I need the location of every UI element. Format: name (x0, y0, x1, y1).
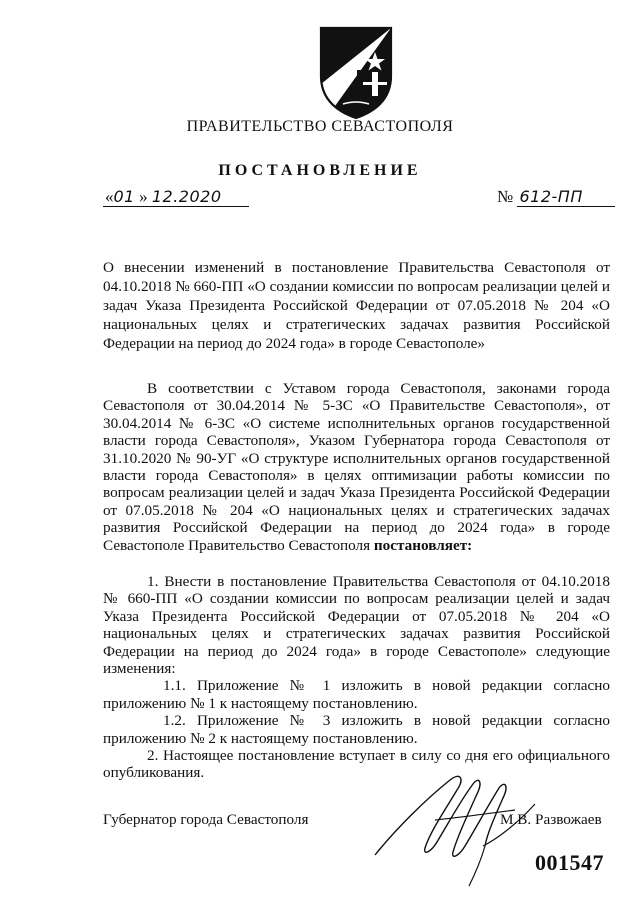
signer-title: Губернатор города Севастополя (103, 811, 309, 828)
preamble-paragraph (103, 380, 610, 554)
preamble-verb: постановляет: (373, 536, 473, 554)
document-date (103, 187, 249, 207)
document-title-block (103, 258, 610, 353)
number-value: 612-ПП (519, 187, 583, 206)
date-open-quote: « (105, 187, 114, 206)
serial-number: 001547 (535, 850, 604, 875)
preamble-text: В соответствии с Уставом города Севастополя, законами города Севастополя от 30.04.2014 № 5-ЗС «О Правительстве Севастополя», от 30.04.2014 № 6-ЗС «О системе исполнительных органов государственной власти города Севастополя», Указом Губернатора города Севастополя от 31.10.2020 № 90-УГ «О структуре исполнительных органов государственной власти города Севастополя» в целях оптимизации работы комиссии по вопросам реализации целей и задач Указа Президента Российской Федерации от 07.05.2018 № 204 «О национальных целях и стратегических задачах развития Российской Федерации на период до 2024 года» в городе Севастополе Правительство Севастополя (103, 380, 610, 554)
organization-name: ПРАВИТЕЛЬСТВО СЕВАСТОПОЛЯ (186, 118, 454, 135)
item-2: 2. Настоящее постановление вступает в силу со дня его официального опубликования. (103, 747, 610, 782)
signer-name: М.В. Развожаев (500, 811, 602, 828)
preamble-block (103, 380, 610, 554)
document-type: ПОСТАНОВЛЕНИЕ (218, 162, 422, 179)
date-month-year: 12.2020 (151, 187, 222, 206)
date-close-quote: » (139, 187, 148, 206)
item-1-2: 1.2. Приложение № 3 изложить в новой редакции согласно приложению № 2 к настоящему постановлению. (103, 712, 610, 747)
document-number (497, 187, 615, 207)
item-1-1: 1.1. Приложение № 1 изложить в новой редакции согласно приложению № 1 к настоящему постановлению. (103, 677, 610, 712)
item-1: 1. Внести в постановление Правительства Севастополя от 04.10.2018 № 660-ПП «О создании комиссии по вопросам реализации целей и задач Указа Президента Российской Федерации от 07.05.2018 № 204 «О национальных целях и стратегических задачах развития Российской Федерации на период до 2024 года» в городе Севастополе» следующие изменения: (103, 573, 610, 678)
document-title: О внесении изменений в постановление Правительства Севастополя от 04.10.2018 № 660-ПП «О создании комиссии по вопросам реализации целей и задач Указа Президента Российской Федерации от 07.05.2018 № 204 «О национальных целях и стратегических задачах развития Российской Федерации на период до 2024 года» в городе Севастополе» (103, 259, 610, 352)
coat-of-arms-icon (313, 22, 399, 120)
date-day: 01 (113, 187, 135, 206)
number-sign: № (497, 187, 514, 206)
items-block (103, 573, 610, 782)
